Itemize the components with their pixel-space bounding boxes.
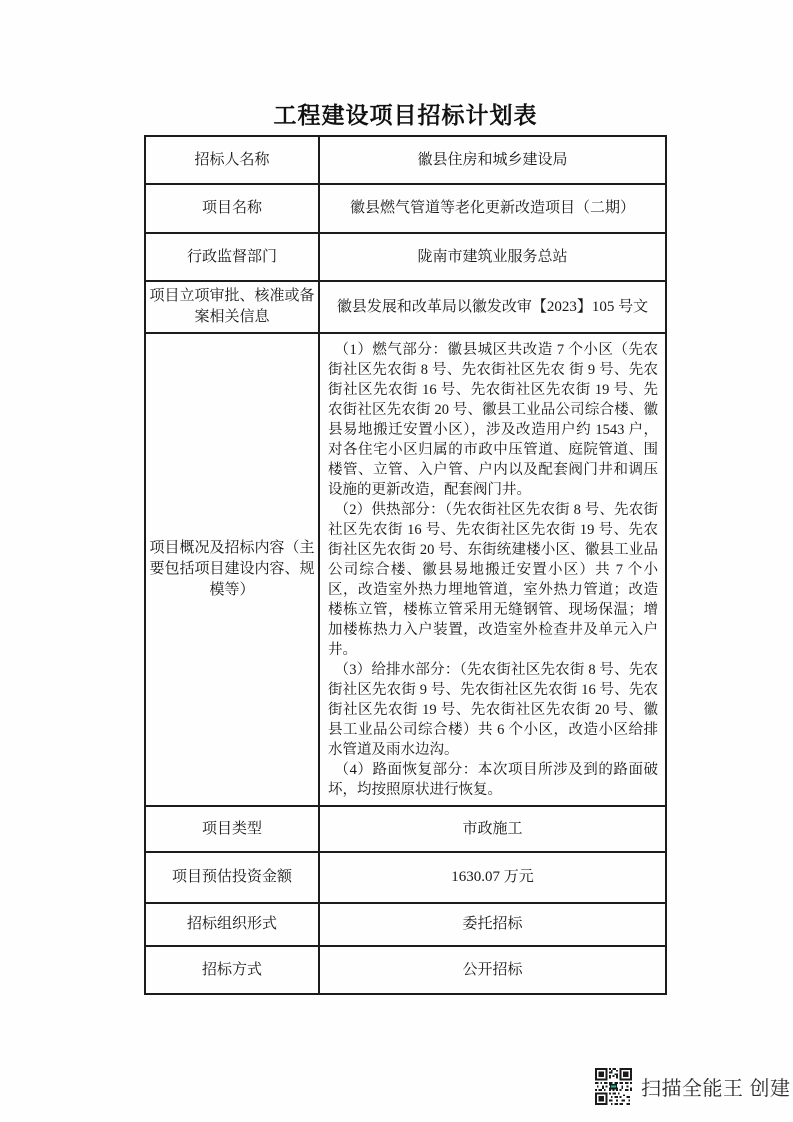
row-label: 项目立项审批、核准或备案相关信息 — [146, 282, 320, 332]
row-value: 徽县住房和城乡建设局 — [417, 151, 568, 168]
overview-paragraph-water: （3）给排水部分：（先农街社区先农街 8 号、先农街社区先农街 9 号、先农街社区先农街 16 号、先农街社区先农街 19 号、先农街社区先农街 20 号、徽县工业品公司综合楼）共 6 个小区，改造小区给排水管道及雨水边沟。 — [328, 662, 658, 758]
overview-paragraph-road: （4）路面恢复部分：本次项目所涉及到的路面破坏，均按照原状进行恢复。 — [328, 762, 658, 798]
table-row-project-name — [146, 183, 665, 232]
row-value: 委托招标 — [462, 916, 523, 932]
table-row-project-type — [146, 805, 665, 851]
row-value: 1630.07 万元 — [451, 869, 534, 885]
row-label: 项目名称 — [146, 185, 320, 232]
row-value: 市政施工 — [462, 820, 523, 837]
scanner-watermark — [595, 1068, 791, 1105]
row-label: 招标人名称 — [146, 137, 320, 183]
watermark-text: 扫描全能王 创建 — [641, 1078, 791, 1100]
row-value — [320, 334, 665, 805]
table-row-bidding-method — [146, 945, 665, 993]
table-row-tenderer-name — [146, 137, 665, 183]
page-title: 工程建设项目招标计划表 — [273, 103, 538, 128]
row-label: 招标组织形式 — [146, 904, 320, 945]
overview-paragraph-gas: （1）燃气部分：徽县城区共改造 7 个小区（先农街社区先农街 8 号、先农街社区先农 街 9 号、先农街社区先农街 16 号、先农街社区先农街 19 号、先农街社区先农街 20 号、徽县工业品公司综合楼、徽县易地搬迁安置小区），涉及改造用户约 1543 户，对各住宅小区归属的市政中压管道、庭院管道、围楼管、立管、入户管、户内以及配套阀门井和调压设施的更新改造，配套阀门井。 — [328, 342, 658, 498]
row-label: 项目预估投资金额 — [146, 853, 320, 902]
row-label: 行政监督部门 — [146, 234, 320, 280]
row-value: 徽县发展和改革局以徽发改审【2023】105 号文 — [336, 298, 649, 315]
table-row-investment-amount — [146, 851, 665, 902]
table-row-organization-form — [146, 902, 665, 945]
table-row-supervision-dept — [146, 232, 665, 280]
row-label: 招标方式 — [146, 947, 320, 993]
overview-paragraph-heating: （2）供热部分：（先农街社区先农街 8 号、先农街社区先农街 16 号、先农街社区先农街 19 号、先农街社区先农街 20 号、东街统建楼小区、徽县工业品公司综合楼、徽县易地搬迁安置小区）共 7 个小区，改造室外热力埋地管道，室外热力管道；改造楼栋立管，楼栋立管采用无缝钢管、现场保温；增加楼栋热力入户装置，改造室外检查井及单元入户井。 — [328, 502, 658, 658]
bidding-plan-table — [144, 135, 667, 995]
row-label: 项目类型 — [146, 807, 320, 851]
qr-code-icon — [595, 1068, 632, 1105]
row-value: 公开招标 — [462, 961, 523, 978]
table-row-project-overview — [146, 332, 665, 805]
row-value: 陇南市建筑业服务总站 — [417, 248, 568, 265]
row-value: 徽县燃气管道等老化更新改造项目（二期） — [349, 200, 635, 216]
row-label: 项目概况及招标内容（主要包括项目建设内容、规模等） — [146, 334, 320, 805]
table-row-approval-info — [146, 280, 665, 332]
